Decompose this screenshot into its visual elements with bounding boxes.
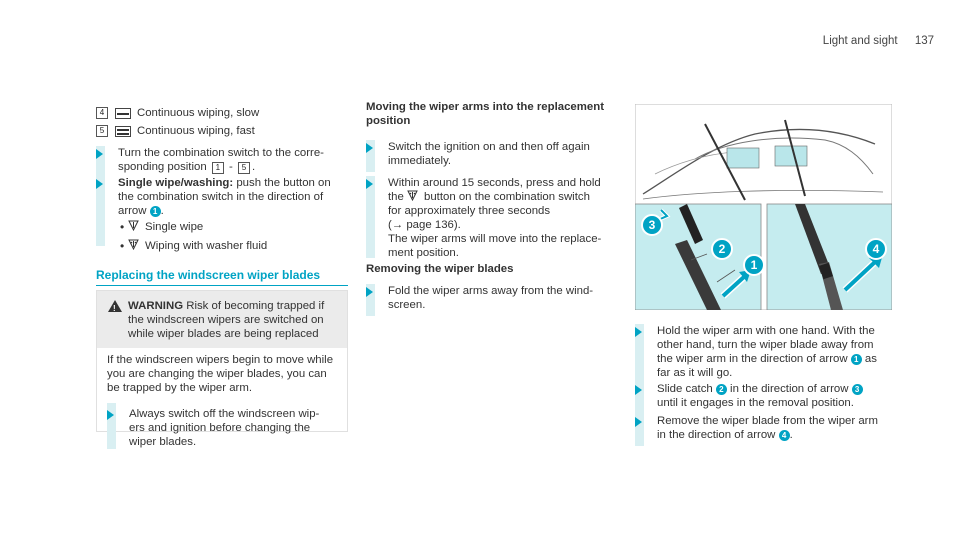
wiper-fast-icon	[115, 126, 131, 137]
ignition-instruction: Switch the ignition on and then off again immediately.	[366, 140, 616, 168]
page-number: 137	[914, 35, 934, 47]
position-label: Continuous wiping, fast	[137, 125, 255, 137]
hold-wiper-instruction: Hold the wiper arm with one hand. With the other hand, turn the wiper blade away from the wiper arm in the direction of arrow 1 as far as it will go.	[635, 324, 900, 380]
position-item-5	[96, 124, 255, 138]
step-arrow-icon	[96, 149, 103, 159]
list-item: • Wiping with washer fluid	[120, 239, 268, 253]
section-title: Replacing the windscreen wiper blades	[96, 268, 348, 286]
step-arrow-icon	[96, 179, 103, 189]
section-name: Light and sight	[822, 35, 898, 47]
wiper-slow-icon	[115, 108, 131, 119]
replacement-position-title: Moving the wiper arms into the replacement position	[366, 101, 604, 127]
arrow-callout-2: 2	[716, 384, 727, 395]
instruction-line: Single wipe/washing: push the button on	[118, 177, 331, 189]
step-arrow-icon	[366, 287, 373, 297]
arrow-callout-3: 3	[852, 384, 863, 395]
callout-3: 3	[641, 214, 663, 236]
washer-button-icon	[407, 190, 418, 201]
removing-blades-subtitle: Removing the wiper blades	[366, 263, 514, 275]
instruction-line: the combination switch in the direction of	[118, 191, 324, 203]
instruction-line: Turn the combination switch to the corre-	[118, 147, 324, 159]
position-key-5: 5	[96, 125, 108, 137]
arrow-callout-1: 1	[150, 206, 161, 217]
step-arrow-icon	[635, 327, 642, 337]
arrow-callout-1: 1	[851, 354, 862, 365]
washer-fluid-icon	[128, 239, 139, 250]
warning-icon: !	[108, 300, 122, 312]
single-wipe-instruction	[96, 176, 346, 253]
slide-catch-instruction: Slide catch 2 in the direction of arrow 3 until it engages in the removal position.	[635, 382, 900, 410]
remove-blade-instruction: Remove the wiper blade from the wiper arm in the direction of arrow 4 .	[635, 414, 900, 442]
press-button-instruction: Within around 15 seconds, press and hold the button on the combination switch for approximately three seconds (→ page 136). The wiper arms will move into the replace- ment position.	[366, 176, 616, 260]
warning-body: If the windscreen wipers begin to move while you are changing the wiper blades, you can be trapped by the wiper arm. Always switch off the windscreen wip- ers and ignition before changing the wiper blades.	[97, 348, 347, 449]
warning-header: ! WARNING Risk of becoming trapped if the windscreen wipers are switched on while wiper blades are being replaced	[97, 291, 347, 348]
instruction-line: sponding position 1 - 5 .	[118, 161, 256, 173]
arrow-callout-4: 4	[779, 430, 790, 441]
step-arrow-icon	[366, 143, 373, 153]
turn-switch-instruction	[96, 146, 346, 174]
position-key-4: 4	[96, 107, 108, 119]
instruction-line: arrow 1 .	[118, 205, 164, 217]
warning-box	[96, 290, 348, 448]
list-item: • Single wipe	[120, 220, 204, 234]
single-wipe-icon	[128, 220, 139, 231]
page-header	[823, 34, 934, 48]
step-arrow-icon	[635, 417, 642, 427]
fold-arms-instruction: Fold the wiper arms away from the wind- screen.	[366, 284, 616, 312]
warning-instruction: Always switch off the windscreen wip- ers and ignition before changing the wiper blades.	[107, 407, 337, 449]
step-arrow-icon	[107, 410, 114, 420]
position-label: Continuous wiping, slow	[137, 107, 260, 119]
step-arrow-icon	[366, 179, 373, 189]
position-item-4	[96, 106, 259, 120]
callout-4: 4	[865, 238, 887, 260]
callout-1: 1	[743, 254, 765, 276]
step-arrow-icon	[635, 385, 642, 395]
wiper-blade-illustration	[635, 104, 892, 310]
callout-2: 2	[711, 238, 733, 260]
